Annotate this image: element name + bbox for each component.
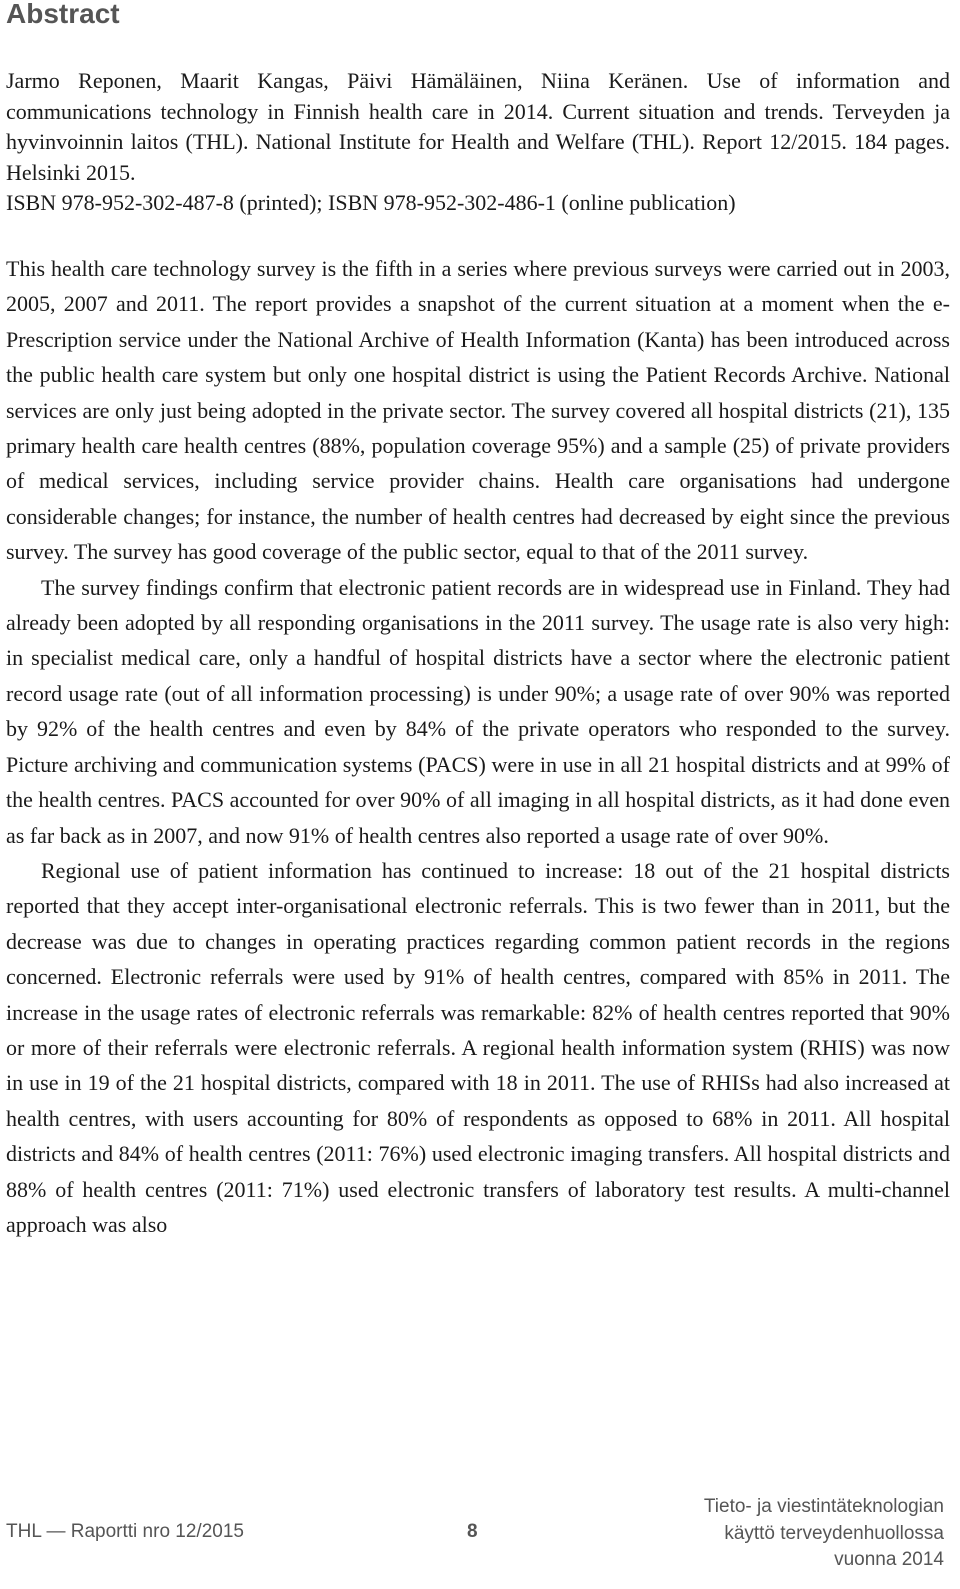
citation-block bbox=[6, 66, 950, 219]
paragraph-1: This health care technology survey is the fifth in a series where previous surveys were carried out in 2003, 2005, 2007 and 2011. The report provides a snapshot of the current situation at a moment when the e-Prescription service under the National Archive of Health Information (Kanta) has been introduced across the public health care system but only one hospital district is using the Patient Records Archive. National services are only just being adopted in the private sector. The survey covered all hospital districts (21), 135 primary health care health centres (88%, population coverage 95%) and a sample (25) of private providers of medical services, including service provider chains. Health care organisations had undergone considerable changes; for instance, the number of health centres had decreased by eight since the previous survey. The survey has good coverage of the public sector, equal to that of the 2011 survey. bbox=[6, 256, 950, 565]
footer-title-line: Tieto- ja viestintäteknologian bbox=[703, 1496, 944, 1517]
document-page bbox=[6, 0, 956, 1589]
footer-title-line: vuonna 2014 bbox=[834, 1549, 944, 1570]
footer-title-line: käyttö terveydenhuollossa bbox=[724, 1522, 944, 1544]
isbn-text: ISBN 978-952-302-487-8 (printed); ISBN 978-952-302-486-1 (online publication) bbox=[6, 190, 736, 215]
abstract-body bbox=[6, 251, 950, 1242]
citation-text: Jarmo Reponen, Maarit Kangas, Päivi Hämäläinen, Niina Keränen. Use of information and communications technology in Finnish health care in 2014. Current situation and trends. Terveyden ja hyvinvoinnin laitos (THL). National Institute for Health and Welfare (THL). Report 12/2015. 184 pages. Helsinki 2015. bbox=[6, 68, 950, 185]
paragraph-2: The survey findings confirm that electronic patient records are in widespread use in Finland. They had already been adopted by all responding organisations in the 2011 survey. The usage rate is also very high: in specialist medical care, only a handful of hospital districts have a sector where the electronic patient record usage rate (out of all information processing) is under 90%; a usage rate of over 90% was reported by 92% of the health centres and even by 84% of the private operators who responded to the survey. Picture archiving and communication systems (PACS) were in use in all 21 hospital districts and at 99% of the health centres. PACS accounted for over 90% of all imaging in all hospital districts, as it had done even as far back as in 2007, and now 91% of health centres also reported a usage rate of over 90%. bbox=[6, 574, 950, 848]
page-number: 8 bbox=[467, 1521, 478, 1542]
paragraph-3: Regional use of patient information has continued to increase: 18 out of the 21 hospital districts reported that they accept inter-organisational electronic referrals. This is two fewer than in 2011, but the decrease was due to changes in operating practices regarding common patient records in the regions concerned. Electronic referrals were used by 91% of health centres, compared with 85% in 2011. The increase in the usage rates of electronic referrals was remarkable: 82% of health centres reported that 90% or more of their referrals were electronic referrals. A regional health information system (RHIS) was now in use in 19 of the 21 hospital districts, compared with 18 in 2011. The use of RHISs had also increased at health centres, with users accounting for 80% of respondents as opposed to 68% in 2011. All hospital districts and 84% of health centres (2011: 76%) used electronic imaging transfers. All hospital districts and 88% of health centres (2011: 71%) used electronic transfers of laboratory test results. A multi-channel approach was also bbox=[6, 857, 950, 1237]
footer-report-number: THL — Raportti nro 12/2015 bbox=[6, 1521, 244, 1542]
footer-publication-title bbox=[624, 1494, 944, 1574]
section-heading: Abstract bbox=[6, 0, 120, 29]
